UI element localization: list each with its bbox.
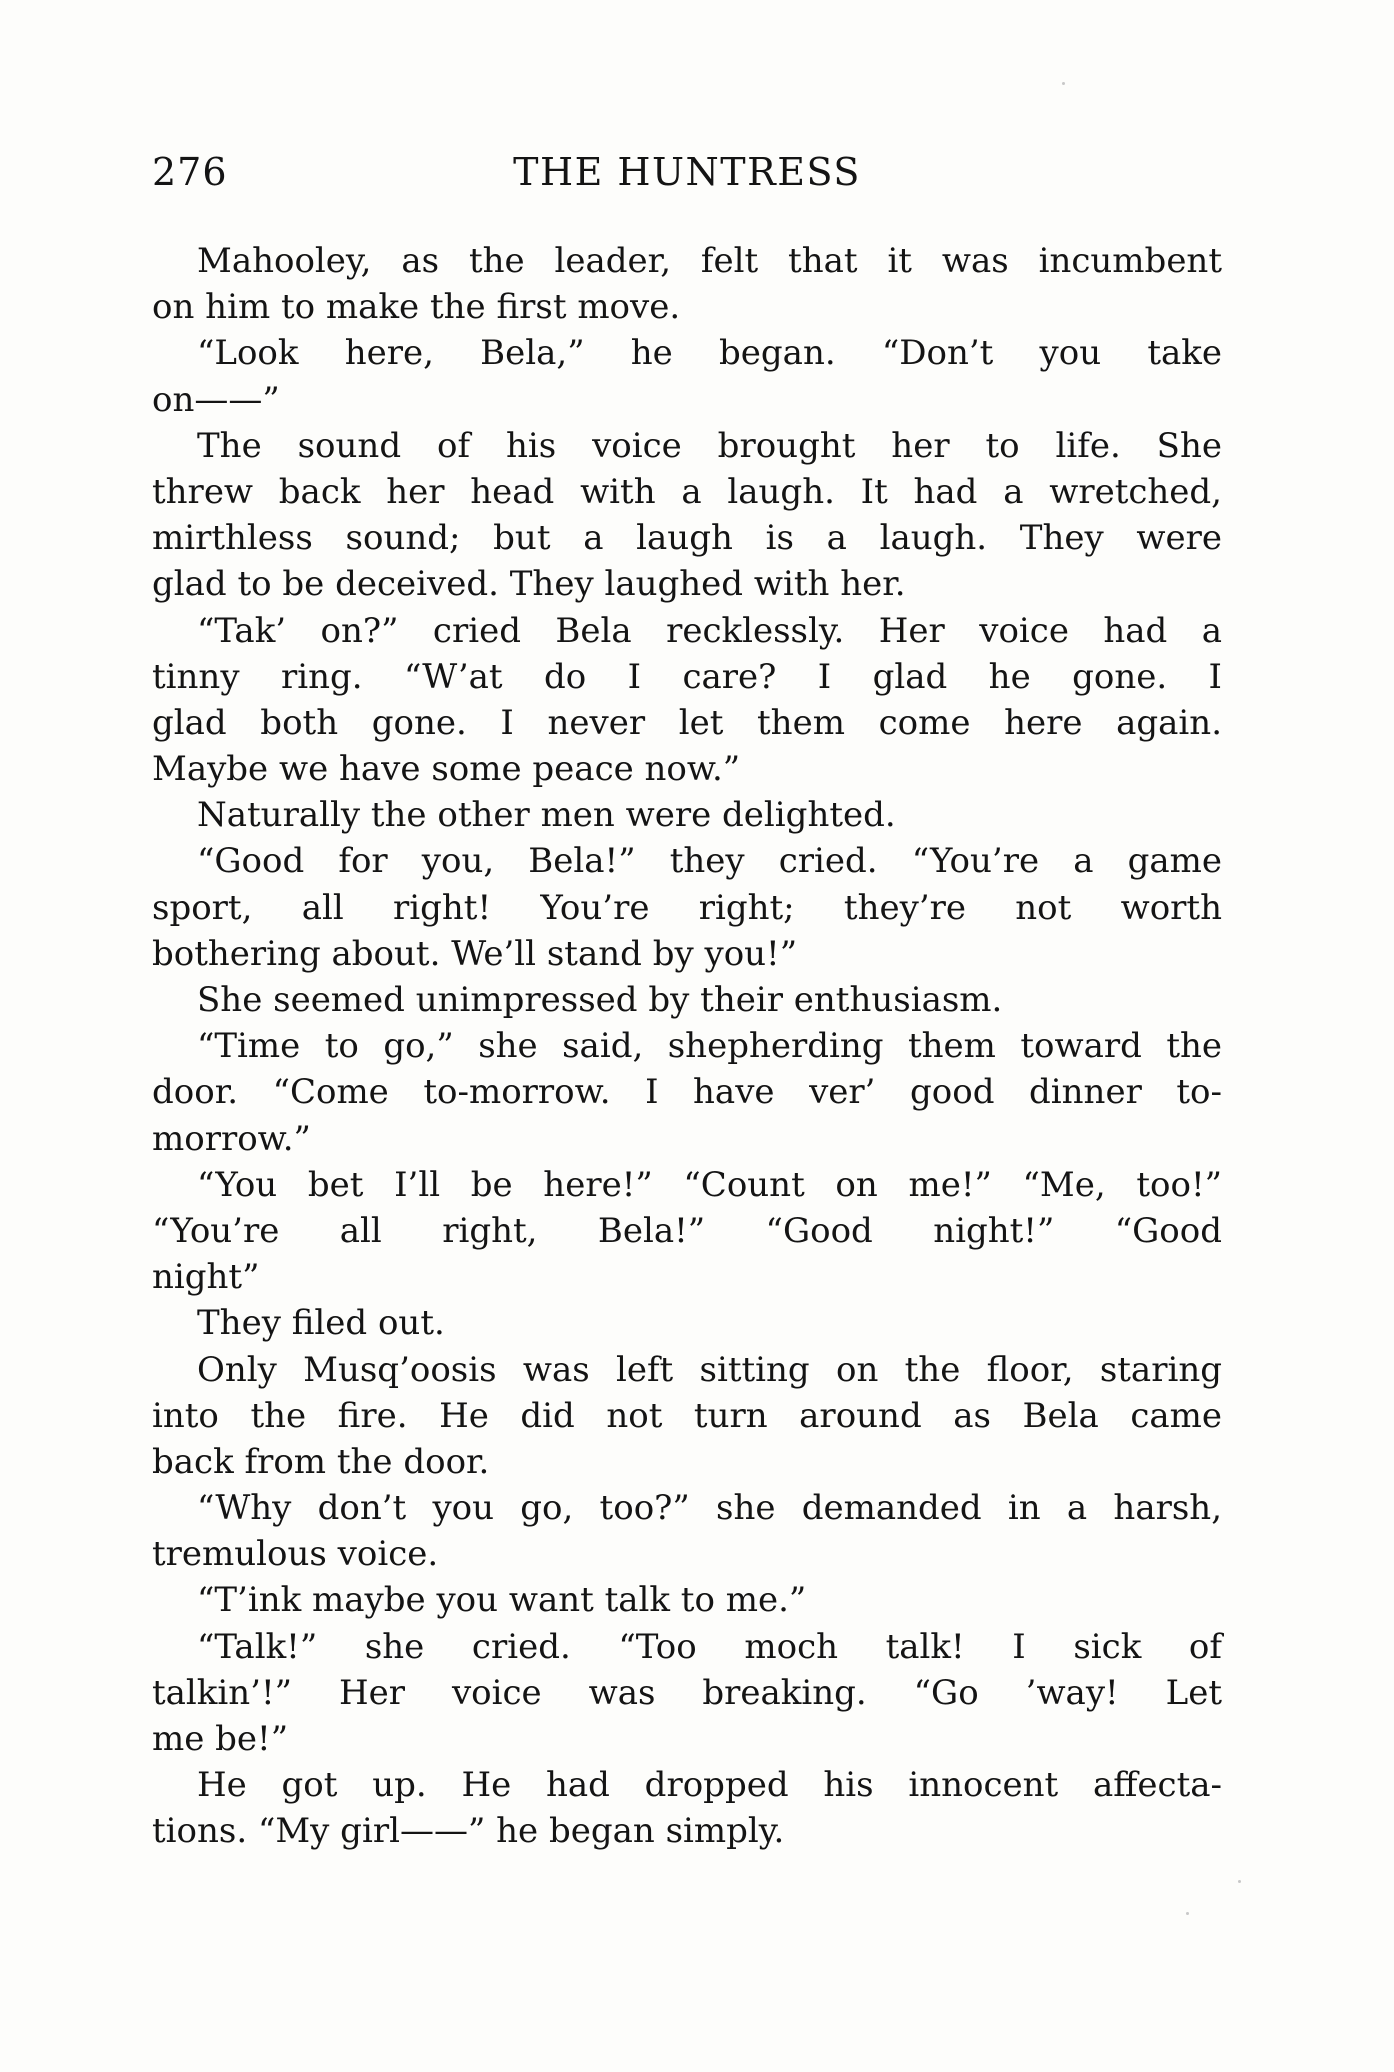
text-line: glad to be deceived. They laughed with her. xyxy=(152,564,906,605)
page-header xyxy=(152,150,1222,210)
text-line: He got up. He had dropped his innocent affecta- xyxy=(197,1765,1222,1806)
text-line: “Why don’t you go, too?” she demanded in a harsh, xyxy=(197,1488,1222,1529)
text-line: Naturally the other men were delighted. xyxy=(197,795,896,836)
text-line: “You’re all right, Bela!” “Good night!” “Good xyxy=(152,1210,1222,1251)
text-line: tremulous voice. xyxy=(152,1534,439,1575)
text-line: Mahooley, as the leader, felt that it was incumbent xyxy=(197,241,1222,281)
body-text xyxy=(152,238,1222,1855)
text-line: She seemed unimpressed by their enthusiasm. xyxy=(197,980,1003,1020)
text-line: me be!” xyxy=(152,1719,289,1759)
text-line: “Time to go,” she said, shepherding them toward the xyxy=(197,1026,1222,1067)
text-line: They filed out. xyxy=(197,1303,445,1344)
text-line: glad both gone. I never let them come here again. xyxy=(152,702,1222,743)
text-line: Only Musq’oosis was left sitting on the floor, staring xyxy=(197,1349,1222,1390)
text-line: night” xyxy=(152,1257,260,1298)
text-line: mirthless sound; but a laugh is a laugh. They were xyxy=(152,518,1222,559)
text-line: “Look here, Bela,” he began. “Don’t you take xyxy=(197,333,1222,374)
text-line: “You bet I’ll be here!” “Count on me!” “Me, too!” xyxy=(197,1164,1222,1205)
text-line: “Talk!” she cried. “Too moch talk! I sick of xyxy=(197,1626,1222,1667)
page-number: 276 xyxy=(152,150,228,194)
text-line: morrow.” xyxy=(152,1118,311,1159)
text-line: “Tak’ on?” cried Bela recklessly. Her voice had a xyxy=(197,610,1222,651)
text-line: into the fire. He did not turn around as Bela came xyxy=(152,1395,1222,1436)
text-line: tions. “My girl——” he began simply. xyxy=(152,1811,785,1852)
text-line: on him to make the first move. xyxy=(152,287,681,328)
text-line: “Good for you, Bela!” they cried. “You’re a game xyxy=(197,841,1222,882)
text-line: on——” xyxy=(152,379,280,420)
text-line: back from the door. xyxy=(152,1441,490,1482)
text-line: “T’ink maybe you want talk to me.” xyxy=(197,1580,807,1621)
paper-speck xyxy=(1062,82,1065,85)
text-line: tinny ring. “W’at do I care? I glad he gone. I xyxy=(152,656,1222,697)
text-line: threw back her head with a laugh. It had a wretched, xyxy=(152,471,1222,512)
text-line: door. “Come to-morrow. I have ver’ good dinner to- xyxy=(152,1072,1222,1113)
text-line: bothering about. We’ll stand by you!” xyxy=(152,933,798,974)
text-line: The sound of his voice brought her to life. She xyxy=(197,425,1222,466)
text-line: sport, all right! You’re right; they’re not worth xyxy=(152,887,1222,928)
paper-speck xyxy=(1238,1880,1241,1883)
text-line: talkin’!” Her voice was breaking. “Go ’way! Let xyxy=(152,1672,1222,1713)
paper-speck xyxy=(1186,1912,1189,1915)
text-line: Maybe we have some peace now.” xyxy=(152,749,741,790)
running-title: THE HUNTRESS xyxy=(513,150,861,194)
